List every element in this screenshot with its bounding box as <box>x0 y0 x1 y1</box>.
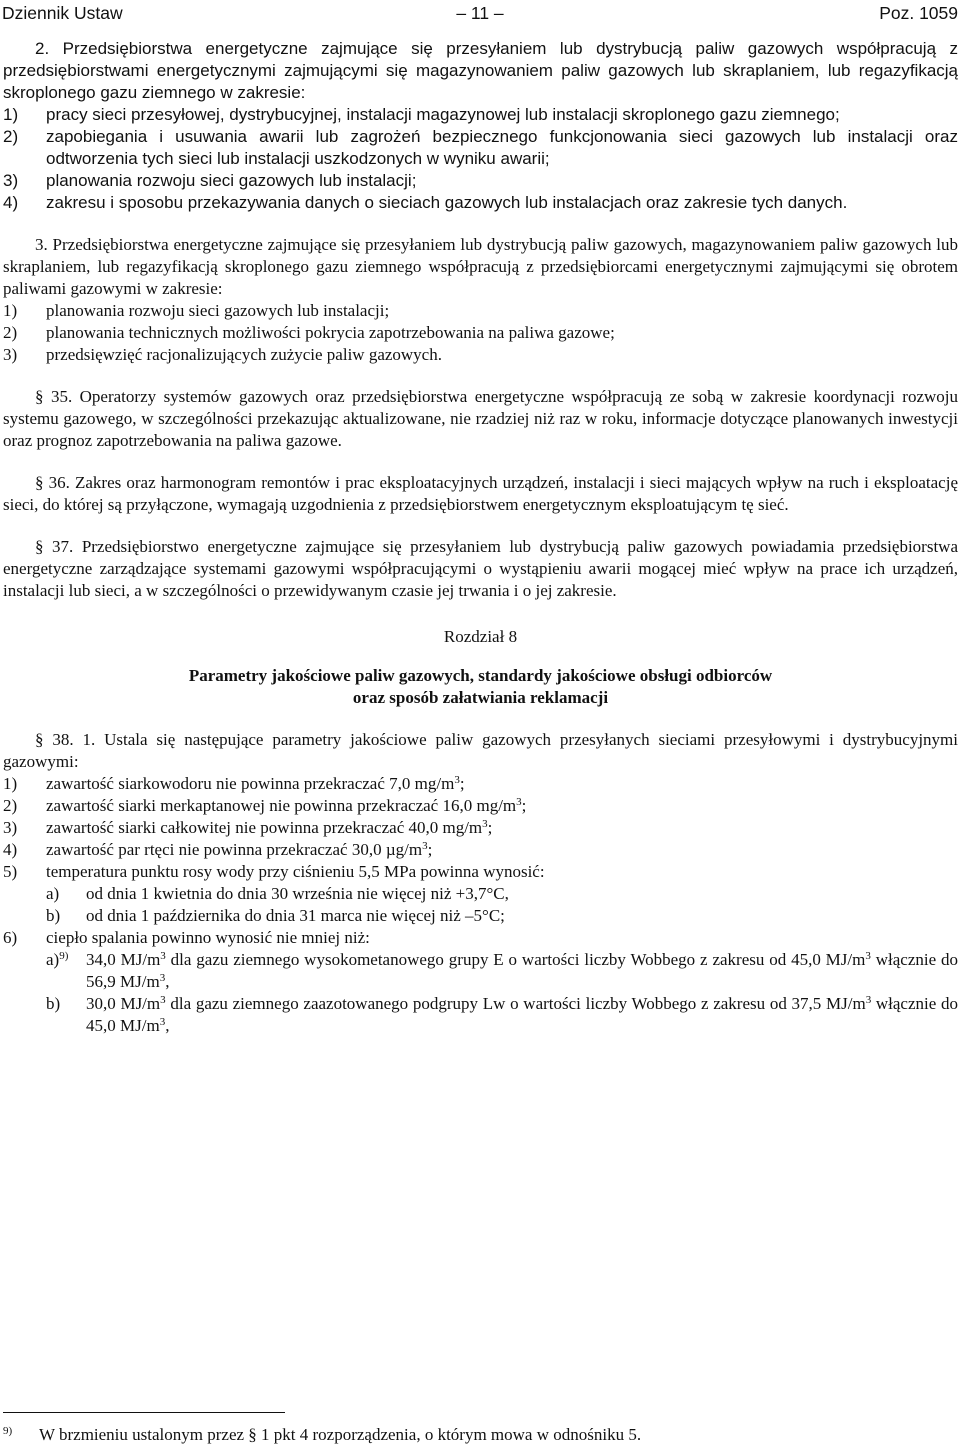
para-2-intro: 2. Przedsiębiorstwa energetyczne zajmujące się przesyłaniem lub dystrybucją paliw gazowych współpracują z przedsiębiorstwami energetycznymi zajmującymi się magazynowaniem paliw gazowych lub skraplaniem, lub regazyfikacją skroplonego gazu ziemnego w zakresie: <box>3 39 958 102</box>
sub-list-item: b) od dnia 1 października do dnia 31 marca nie więcej niż –5°C; <box>46 906 505 925</box>
section-36: § 36. Zakres oraz harmonogram remontów i prac eksploatacyjnych urządzeń, instalacji i sieci mających wpływ na ruch i eksploatację sieci, do której są przyłączone, wymagają uzgodnienia z przedsiębiorstwem energetycznym eksploatującym tę sieć. <box>3 473 958 514</box>
page-header <box>2 2 958 24</box>
list-item: 3) przedsięwzięć racjonalizujących zużycie paliw gazowych. <box>3 345 442 364</box>
para-3-intro: 3. Przedsiębiorstwa energetyczne zajmujące się przesyłaniem lub dystrybucją paliw gazowych, magazynowaniem paliw gazowych lub skraplaniem, lub regazyfikacją skroplonego gazu ziemnego współpracują z przedsiębiorcami energetycznymi zajmującymi się obrotem paliwami gazowymi w zakresie: <box>3 235 958 298</box>
list-item: 1) zawartość siarkowodoru nie powinna przekraczać 7,0 $mg/m^3$; <box>3 774 465 793</box>
footnote-mark: 9) <box>3 1425 13 1437</box>
footnote-reference: 9) <box>59 950 69 962</box>
list-item: 5) temperatura punktu rosy wody przy ciśnieniu 5,5 MPa powinna wynosić: <box>3 862 545 881</box>
list-item: 4) zawartość par rtęci nie powinna przekraczać 30,0 $\mu g/m^3$; <box>3 840 433 859</box>
sub-list-item: a) od dnia 1 kwietnia do dnia 30 września nie więcej niż +3,7°C, <box>46 884 509 903</box>
list-item: 2) zapobiegania i usuwania awarii lub zagrożeń bezpiecznego funkcjonowania sieci gazowych lub instalacji oraz odtworzenia tych sieci lub instalacji uszkodzonych w wyniku awarii; <box>3 127 958 168</box>
journal-title: Dziennik Ustaw <box>2 3 123 23</box>
list-item: 4) zakresu i sposobu przekazywania danych o sieciach gazowych lub instalacjach oraz zakresie tych danych. <box>3 193 848 212</box>
chapter-label: Rozdział 8 <box>443 627 518 646</box>
page-number: – 11 – <box>456 3 504 23</box>
section-38-intro: § 38. 1. Ustala się następujące parametry jakościowe paliw gazowych przesyłanych sieciami przesyłowymi i dystrybucyjnymi gazowymi: <box>3 730 958 771</box>
list-item: 2) zawartość siarki merkaptanowej nie powinna przekraczać 16,0 $mg/m^3$; <box>3 796 527 815</box>
list-item: 2) planowania technicznych możliwości pokrycia zapotrzebowania na paliwa gazowe; <box>3 323 615 342</box>
chapter-title-line2: oraz sposób załatwiania reklamacji <box>352 688 609 707</box>
section-37: § 37. Przedsiębiorstwo energetyczne zajmujące się przesyłaniem lub dystrybucją paliw gazowych powiadamia przedsiębiorstwa energetyczne zarządzające systemami gazowymi współpracującymi o wystąpieniu awarii mogącej mieć wpływ na prace ich urządzeń, instalacji lub sieci, a w szczególności o przewidywanym czasie jej trwania i o jej zakresie. <box>3 537 958 600</box>
list-item: 3) zawartość siarki całkowitej nie powinna przekraczać 40,0 $mg/m^3$; <box>3 818 493 837</box>
footnote-divider <box>3 1412 285 1413</box>
list-item: 3) planowania rozwoju sieci gazowych lub instalacji; <box>3 171 417 190</box>
position-number: Poz. 1059 <box>879 3 958 23</box>
footnote-text: W brzmieniu ustalonym przez § 1 pkt 4 rozporządzenia, o którym mowa w odnośniku 5. <box>39 1425 642 1444</box>
sub-list-item: b) 30,0 $MJ/m^3$ dla gazu ziemnego zaazotowanego podgrupy Lw o wartości liczby Wobbego z zakresu od 37,5 $MJ/m^3$ włącznie do 45,0 $MJ/m^3$, <box>46 994 959 1035</box>
footnote <box>3 1424 958 1446</box>
list-item: 6) ciepło spalania powinno wynosić nie mniej niż: <box>3 928 370 947</box>
sub-list-item: a)$^{9)}$ 34,0 $MJ/m^3$ dla gazu ziemnego wysokometanowego grupy E o wartości liczby Wobbego z zakresu od 45,0 $MJ/m^3$ włącznie do 56,9 $MJ/m^3$, <box>46 950 958 991</box>
chapter-title-line1: Parametry jakościowe paliw gazowych, standardy jakościowe obsługi odbiorców <box>188 666 773 685</box>
document-body <box>3 38 958 1037</box>
section-35: § 35. Operatorzy systemów gazowych oraz przedsiębiorstwa energetyczne współpracują ze sobą w zakresie koordynacji rozwoju systemu gazowego, w szczególności przekazując aktualizowane, nie rzadziej niż raz w roku, informacje dotyczące planowanych inwestycji oraz prognoz zapotrzebowania na paliwa gazowe. <box>3 387 958 450</box>
list-item: 1) pracy sieci przesyłowej, dystrybucyjnej, instalacji magazynowej lub instalacji skroplonego gazu ziemnego; <box>3 105 840 124</box>
list-item: 1) planowania rozwoju sieci gazowych lub instalacji; <box>3 301 390 320</box>
